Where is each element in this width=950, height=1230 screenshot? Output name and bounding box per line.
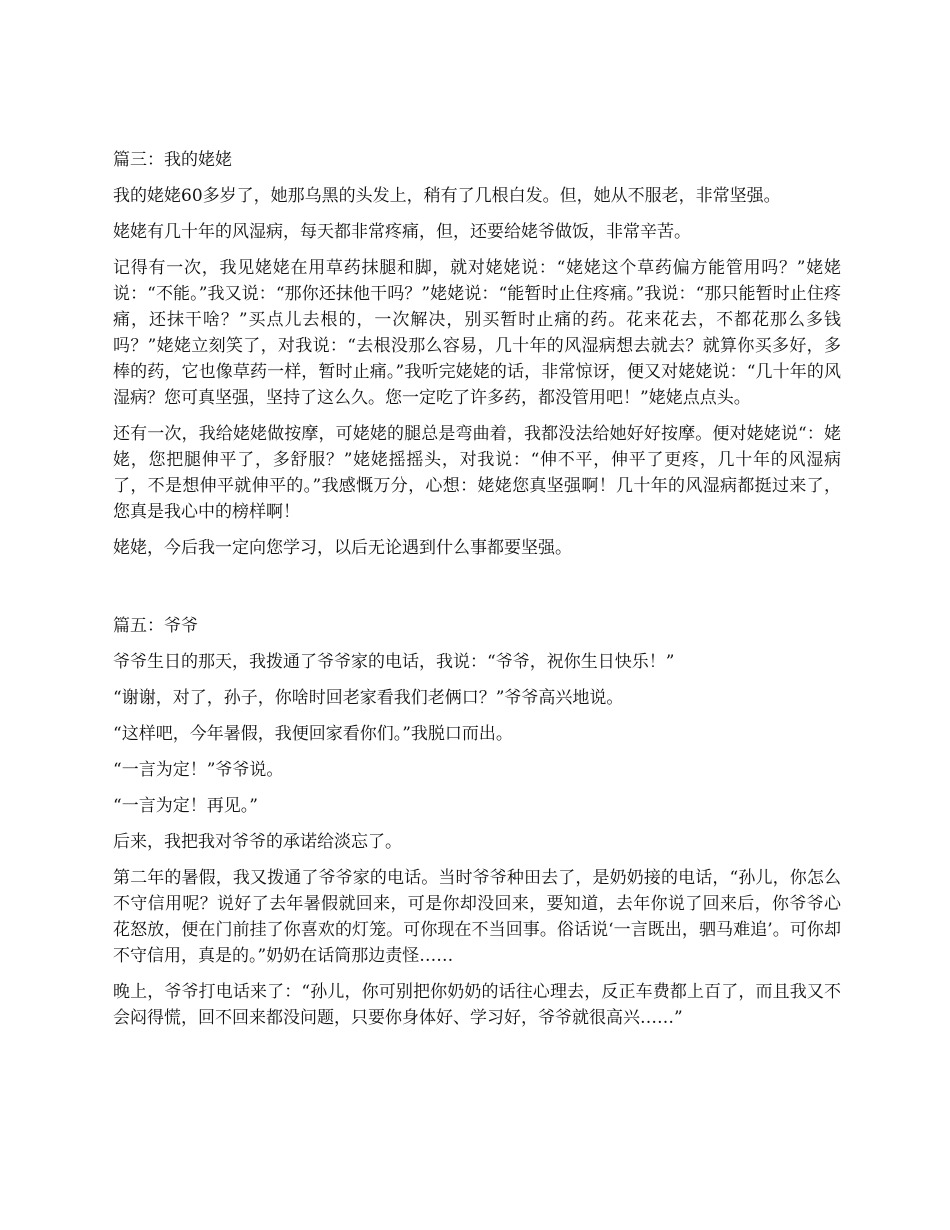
paragraph: 姥姥有几十年的风湿病，每天都非常疼痛，但，还要给姥爷做饭，非常辛苦。: [113, 222, 691, 242]
paragraph: “一言为定！再见。”: [113, 796, 258, 816]
section-grandma: [113, 147, 841, 561]
paragraph: 后来，我把我对爷爷的承诺给淡忘了。: [113, 832, 402, 852]
paragraph: 姥姥，今后我一定向您学习，以后无论遇到什么事都要坚强。: [113, 538, 572, 558]
paragraph: “谢谢，对了，孙子，你啥时回老家看我们老俩口？”爷爷高兴地说。: [113, 688, 624, 708]
paragraph: 晚上，爷爷打电话来了：“孙儿，你可别把你奶奶的话往心理去，反正车费都上百了，而且我又不会闷得慌，回不回来都没问题，只要你身体好、学习好，爷爷就很高兴……”: [113, 982, 841, 1028]
section-title: 篇三：我的姥姥: [113, 150, 232, 170]
paragraph: 还有一次，我给姥姥做按摩，可姥姥的腿总是弯曲着，我都没法给她好好按摩。便对姥姥说“：姥姥，您把腿伸平了，多舒服？”姥姥摇摇头，对我说：“伸不平，伸平了更疼，几十年的风湿病了，不是想伸平就伸平的。”我感慨万分，心想：姥姥您真坚强啊！几十年的风湿病都挺过来了，您真是我心中的榜样啊！: [113, 424, 841, 522]
paragraph: 爷爷生日的那天，我拨通了爷爷家的电话，我说：“爷爷，祝你生日快乐！”: [113, 652, 675, 672]
paragraph: 记得有一次，我见姥姥在用草药抹腿和脚，就对姥姥说：“姥姥这个草药偏方能管用吗？”姥姥说：“不能。”我又说：“那你还抹他干吗？”姥姥说：“能暂时止住疼痛。”我说：“那只能暂时止住疼痛，还抹干啥？”买点儿去根的，一次解决，别买暂时止痛的药。花来花去，不都花那么多钱吗？”姥姥立刻笑了，对我说：“去根没那么容易，几十年的风湿病想去就去？就算你买多好，多棒的药，它也像草药一样，暂时止痛。”我听完姥姥的话，非常惊讶，便又对姥姥说：“几十年的风湿病？您可真坚强，坚持了这么久。您一定吃了许多药，都没管用吧！”姥姥点点头。: [113, 258, 841, 408]
paragraph: 我的姥姥60多岁了，她那乌黑的头发上，稍有了几根白发。但，她从不服老，非常坚强。: [113, 186, 781, 206]
section-title: 篇五：爷爷: [113, 616, 198, 636]
section-grandpa: [113, 613, 841, 1031]
paragraph: “一言为定！”爷爷说。: [113, 760, 284, 780]
section-spacer: [113, 571, 841, 613]
document-page: [113, 147, 841, 1041]
paragraph: 第二年的暑假，我又拨通了爷爷家的电话。当时爷爷种田去了，是奶奶接的电话，“孙儿，你怎么不守信用呢？说好了去年暑假就回来，可是你却没回来，要知道，去年你说了回来后，你爷爷心花怒放，便在门前挂了你喜欢的灯笼。可你现在不当回事。俗话说‘一言既出，驷马难追’。可你却不守信用，真是的。”奶奶在话筒那边责怪……: [113, 868, 841, 966]
paragraph: “这样吧，今年暑假，我便回家看你们。”我脱口而出。: [113, 724, 513, 744]
